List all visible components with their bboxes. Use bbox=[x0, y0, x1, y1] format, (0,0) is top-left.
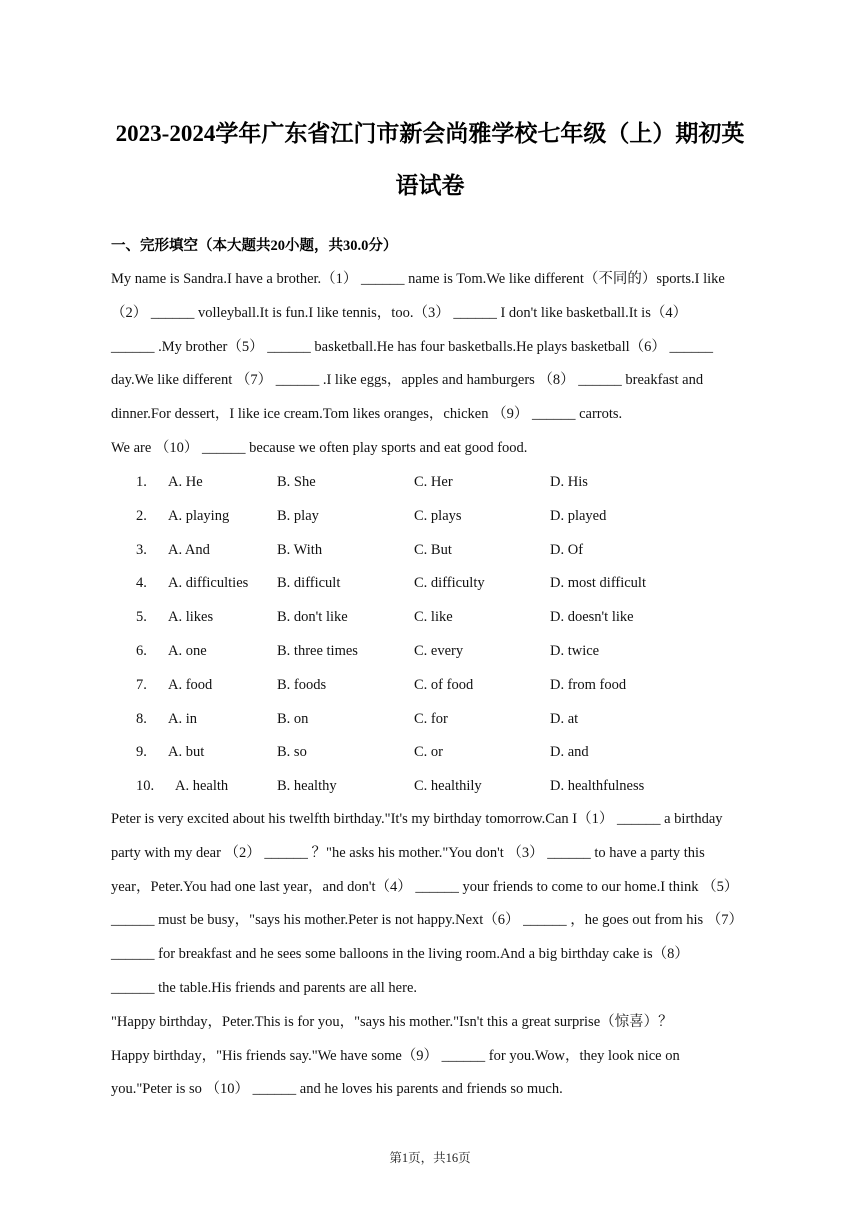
option-b: B. don't like bbox=[277, 609, 348, 626]
option-b: B. three times bbox=[277, 642, 358, 659]
question-number: 7. bbox=[136, 676, 147, 693]
option-b: B. With bbox=[277, 541, 323, 558]
exam-title-line1: 2023-2024学年广东省江门市新会尚雅学校七年级（上）期初英 bbox=[115, 121, 745, 146]
question-options-row bbox=[111, 466, 751, 500]
question-number: 9. bbox=[136, 744, 147, 761]
passage-line: We are （10） ______ because we often play sports and eat good food. bbox=[111, 439, 528, 456]
option-d: D. and bbox=[550, 744, 589, 761]
passage-line: you."Peter is so （10） ______ and he loves his parents and friends so much. bbox=[111, 1081, 563, 1098]
question-number: 3. bbox=[136, 541, 147, 558]
option-a: A. playing bbox=[168, 507, 230, 524]
question-options-row bbox=[111, 534, 751, 568]
question-options-row bbox=[111, 736, 751, 770]
question-options-row bbox=[111, 635, 751, 669]
option-c: C. healthily bbox=[414, 778, 482, 795]
question-number: 10. bbox=[136, 778, 155, 795]
option-a: A. one bbox=[168, 642, 207, 659]
option-a: A. difficulties bbox=[168, 575, 249, 592]
option-a: A. but bbox=[168, 744, 205, 761]
option-b: B. She bbox=[277, 474, 316, 490]
passage-line: "Happy birthday，Peter.This is for you，"says his mother."Isn't this a great surprise（惊喜）？ bbox=[111, 1013, 673, 1030]
passage-1 bbox=[111, 263, 751, 466]
option-c: C. every bbox=[414, 642, 464, 659]
page-footer: 第1页，共16页 bbox=[389, 1151, 471, 1165]
question-options-row bbox=[111, 770, 751, 804]
section-heading: 一、完形填空（本大题共20小题，共30.0分） bbox=[111, 238, 398, 254]
passage-line: ______ the table.His friends and parents are all here. bbox=[111, 979, 418, 996]
option-c: C. Her bbox=[414, 474, 453, 490]
option-c: C. difficulty bbox=[414, 575, 485, 592]
option-c: C. plays bbox=[414, 507, 462, 524]
question-number: 6. bbox=[136, 642, 147, 659]
question-number: 4. bbox=[136, 575, 147, 592]
question-options-row bbox=[111, 703, 751, 737]
option-b: B. difficult bbox=[277, 575, 341, 592]
question-options-row bbox=[111, 500, 751, 534]
option-d: D. from food bbox=[550, 676, 627, 693]
option-c: C. of food bbox=[414, 676, 474, 693]
passage-line: Peter is very excited about his twelfth birthday."It's my birthday tomorrow.Can I（1） ______ a birthday bbox=[111, 811, 723, 827]
option-b: B. healthy bbox=[277, 778, 337, 795]
question-number: 8. bbox=[136, 710, 147, 727]
question-number: 1. bbox=[136, 474, 147, 490]
option-a: A. He bbox=[168, 474, 203, 490]
question-options-row bbox=[111, 601, 751, 635]
question-options-row bbox=[111, 669, 751, 703]
option-b: B. play bbox=[277, 507, 319, 524]
option-a: A. And bbox=[168, 541, 210, 558]
passage-line: ______ .My brother（5） ______ basketball.He has four basketballs.He plays basketball（6） ______ bbox=[111, 338, 714, 355]
passage-line: dinner.For dessert，I like ice cream.Tom likes oranges，chicken （9） ______ carrots. bbox=[111, 406, 623, 423]
option-d: D. most difficult bbox=[550, 575, 646, 592]
option-b: B. foods bbox=[277, 676, 327, 693]
option-d: D. doesn't like bbox=[550, 609, 634, 626]
option-d: D. healthfulness bbox=[550, 778, 645, 795]
question-options-row bbox=[111, 567, 751, 601]
exam-title-line2: 语试卷 bbox=[395, 173, 465, 198]
option-c: C. for bbox=[414, 710, 448, 727]
options-list bbox=[111, 466, 751, 804]
passage-line: day.We like different （7） ______ .I like eggs，apples and hamburgers （8） ______ breakfast and bbox=[111, 372, 704, 389]
passage-line: year，Peter.You had one last year，and don't（4） ______ your friends to come to our home.I think （5） bbox=[111, 878, 739, 895]
question-number: 2. bbox=[136, 507, 147, 524]
option-d: D. twice bbox=[550, 642, 600, 659]
passage-line: Happy birthday，"His friends say."We have some（9） ______ for you.Wow，they look nice on bbox=[111, 1047, 680, 1064]
option-b: B. on bbox=[277, 710, 309, 727]
option-a: A. food bbox=[168, 676, 213, 693]
passage-line: （2） ______ volleyball.It is fun.I like tennis，too.（3） ______ I don't like basketball.It is（4） bbox=[111, 304, 688, 321]
option-a: A. health bbox=[175, 778, 229, 795]
passage-line: ______ for breakfast and he sees some balloons in the living room.And a big birthday cake is（8） bbox=[111, 946, 689, 963]
option-c: C. or bbox=[414, 744, 443, 761]
option-d: D. Of bbox=[550, 541, 584, 558]
option-a: A. in bbox=[168, 710, 197, 727]
passage-line: My name is Sandra.I have a brother.（1） ______ name is Tom.We like different（不同的）sports.I like bbox=[111, 271, 725, 287]
option-d: D. played bbox=[550, 507, 607, 524]
question-number: 5. bbox=[136, 609, 147, 626]
option-d: D. His bbox=[550, 474, 588, 490]
option-c: C. like bbox=[414, 609, 453, 626]
option-b: B. so bbox=[277, 744, 307, 761]
option-c: C. But bbox=[414, 541, 452, 558]
passage-line: ______ must be busy，"says his mother.Peter is not happy.Next（6） ______ ，he goes out from his （7） bbox=[111, 912, 744, 929]
passage-2 bbox=[111, 803, 751, 1107]
exam-title bbox=[0, 108, 860, 212]
option-d: D. at bbox=[550, 710, 579, 727]
option-a: A. likes bbox=[168, 609, 214, 626]
passage-line: party with my dear （2） ______ ？"he asks his mother."You don't （3） ______ to have a party this bbox=[111, 844, 705, 861]
